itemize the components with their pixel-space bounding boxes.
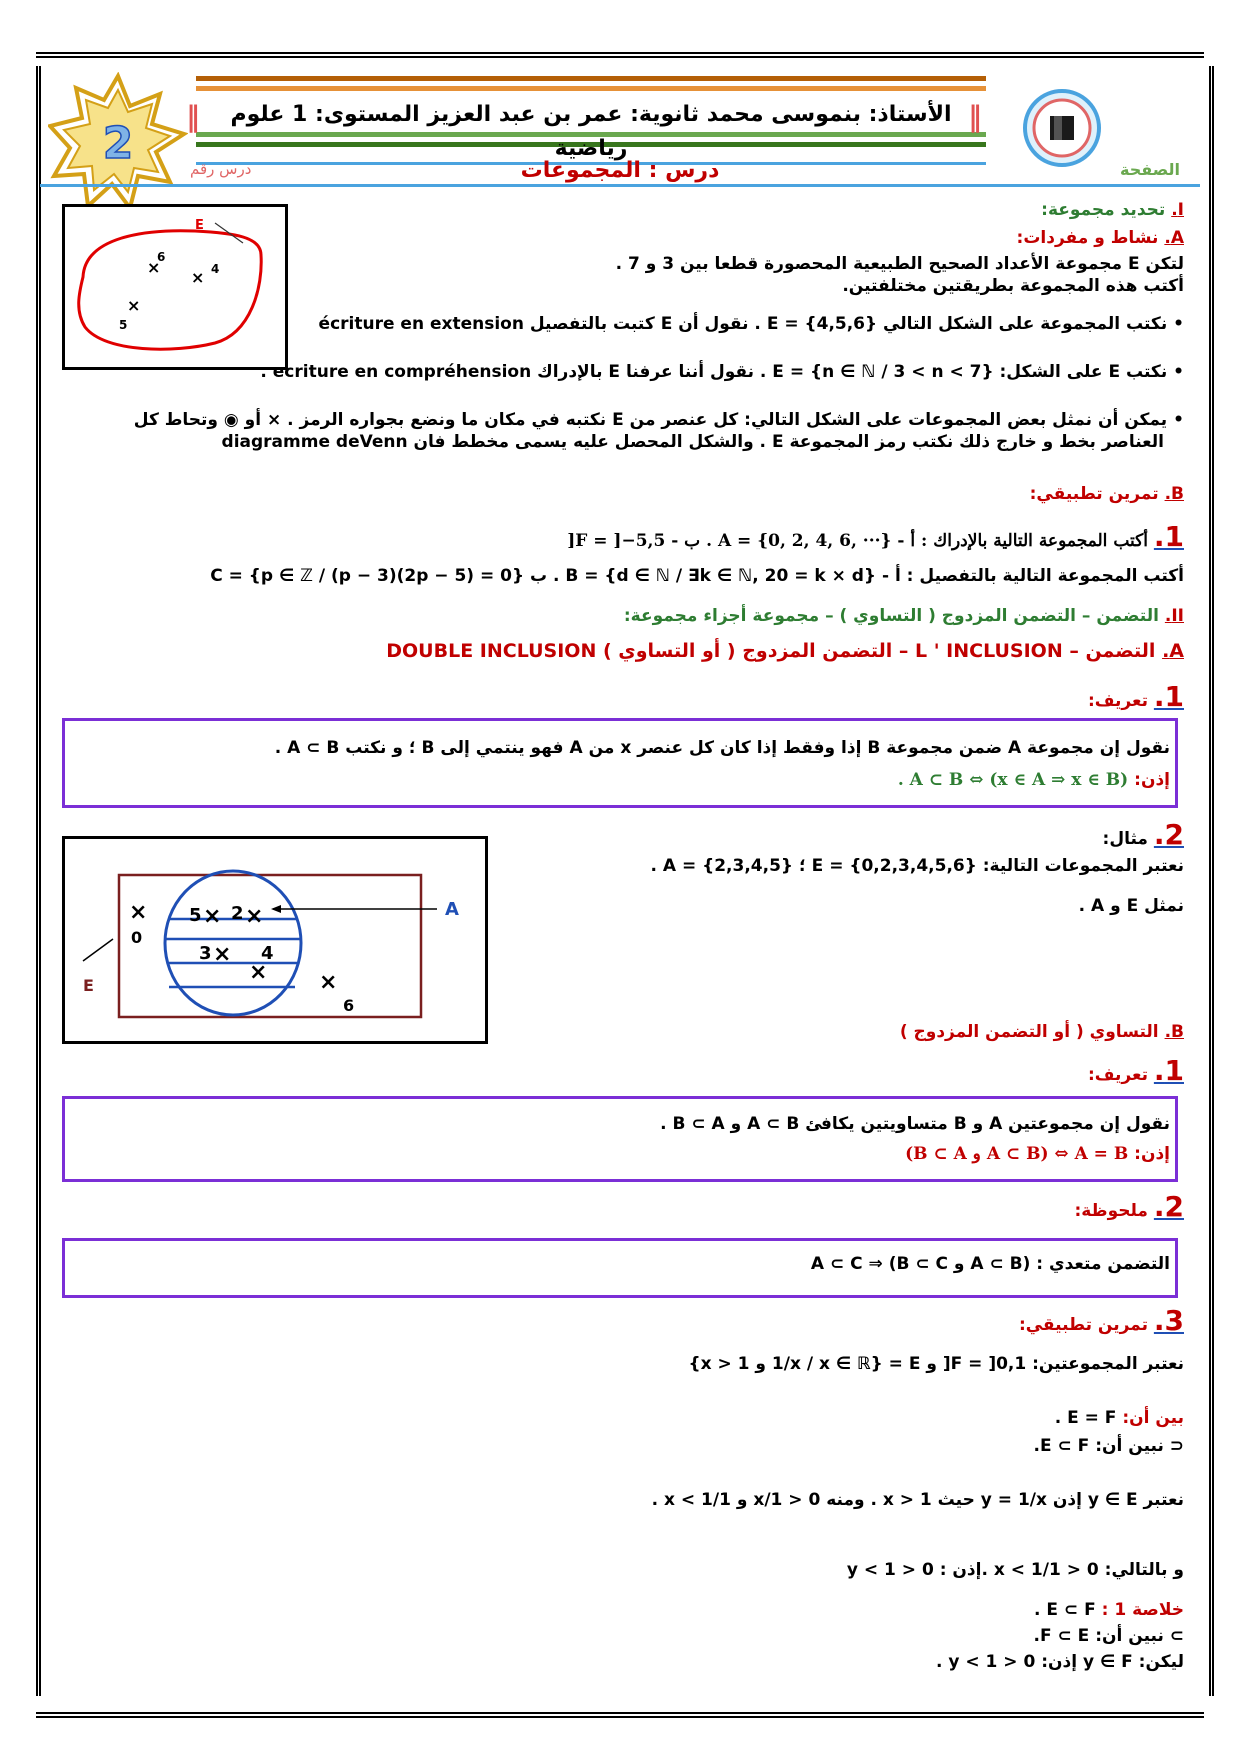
show-line: بين أن: E = F . xyxy=(1054,1408,1184,1428)
venn2-point-0: 0 xyxy=(131,928,143,947)
venn2-label-a: A xyxy=(445,899,459,920)
lesson-title: درس : المجموعات xyxy=(520,158,720,183)
activity-heading: A. نشاط و مفردات: xyxy=(1016,228,1184,248)
header-rule xyxy=(40,184,1200,187)
inclusion-heading: A. التضمن – L ' INCLUSION – التضمن المزدوج ( أو التساوي ) DOUBLE INCLUSION xyxy=(386,640,1184,662)
lesson-badge-star xyxy=(48,72,188,212)
note-heading: 2. ملحوظة: xyxy=(1074,1190,1184,1223)
svg-text:×: × xyxy=(213,942,232,967)
bullet-comprehension: • نكتب E على الشكل: E = {n ∈ ℕ / 3 < n < 7} . نقول أننا عرفنا E بالإدراك écriture en compréhension . xyxy=(260,362,1184,382)
step3: و بالتالي: 0 < 1/x < 1 .إذن : 0 < y < 1 xyxy=(846,1560,1184,1580)
def1-line1: نقول إن مجموعة A ضمن مجموعة B إذا وفقط إذا كان كل عنصر x من A فهو ينتمي إلى B ؛ و نكتب A ⊂ B . xyxy=(274,738,1170,758)
venn1-point-4-mark: × xyxy=(191,268,205,287)
badge-number: 2 xyxy=(102,118,134,169)
section2-heading: II. التضمن – التضمن المزدوج ( التساوي ) – مجموعة أجزاء مجموعة: xyxy=(623,606,1184,626)
exercise1-line1: 1. أكتب المجموعة التالية بالإدراك : أ - A = {0, 2, 4, 6, ···} . ب - F = ]−5,5[ xyxy=(567,520,1184,553)
def2-heading: 1. تعريف: xyxy=(1087,1054,1184,1087)
venn2-label-e: E xyxy=(83,976,94,995)
def1-line2: إذن: A ⊂ B ⇔ (x ∈ A ⇒ x ∈ B) . xyxy=(897,770,1170,790)
step1: ⊂ نبين أن: E ⊂ F. xyxy=(1033,1436,1184,1456)
venn-diagram-2 xyxy=(62,836,488,1044)
note-line1: التضمن متعدي : (A ⊂ B و B ⊂ C) ⇒ A ⊂ C xyxy=(810,1254,1170,1274)
bullet-extension: • نكتب المجموعة على الشكل التالي E = {4,5,6} . نقول أن E كتبت بالتفصيل écriture en extension xyxy=(318,314,1184,334)
lesson-number-label: درس رقم xyxy=(190,160,252,178)
svg-text:×: × xyxy=(319,970,338,995)
venn1-set-label: E xyxy=(195,218,204,233)
def2-line1: نقول إن مجموعتين A و B متساويتين يكافئ A ⊂ B و B ⊂ A . xyxy=(660,1114,1170,1134)
step5: ليكن: y ∈ F إذن: 0 < y < 1 . xyxy=(935,1652,1184,1672)
exercise1-line2: أكتب المجموعة التالية بالتفصيل : أ - B = {d ∈ ℕ / ∃k ∈ ℕ, 20 = k × d} . ب C = {p ∈ ℤ / (p − 3)(2p − 5) = 0} xyxy=(210,566,1184,586)
exercise3-line1: نعتبر المجموعتين: F = ]0,1[ و E = {1/x / x ∈ ℝ و x > 1} xyxy=(688,1354,1184,1374)
venn1-point-6: 6 xyxy=(157,250,166,264)
equality-heading: B. التساوي ( أو التضمن المزدوج ) xyxy=(899,1022,1184,1042)
activity-p2: أكتب هذه المجموعة بطريقتين مختلفتين. xyxy=(842,276,1184,296)
conclusion1: خلاصة 1 : E ⊂ F . xyxy=(1033,1600,1184,1620)
header-pipe-right: ‖ xyxy=(968,100,982,133)
svg-text:×: × xyxy=(245,904,264,929)
venn1-point-5-mark: × xyxy=(127,296,141,315)
svg-text:×: × xyxy=(129,900,148,925)
example-line2: نمثل E و A . xyxy=(1078,896,1184,916)
venn-diagram-1 xyxy=(62,204,288,370)
definition-box-inclusion xyxy=(62,718,1178,808)
step4: ⊃ نبين أن: F ⊂ E. xyxy=(1033,1626,1184,1646)
venn2-point-4: 4 xyxy=(261,943,274,964)
exercise3-heading: 3. تمرين تطبيقي: xyxy=(1018,1304,1184,1337)
example-line1: نعتبر المجموعات التالية: E = {0,2,3,4,5,6} ؛ A = {2,3,4,5} . xyxy=(650,856,1184,876)
venn2-point-2: 2 xyxy=(231,903,244,924)
activity-p1: لتكن E مجموعة الأعداد الصحيح الطبيعية المحصورة قطعا بين 3 و 7 . xyxy=(615,254,1184,274)
definition-box-equality xyxy=(62,1096,1178,1182)
venn2-point-5: 5 xyxy=(189,905,202,926)
venn2-point-6: 6 xyxy=(343,996,355,1015)
venn1-point-6-mark: × xyxy=(147,258,161,277)
bullet-venn-line1: • يمكن أن نمثل بعض المجموعات على الشكل التالي: كل عنصر من E نكتبه في مكان ما ونضع بجواره الرمز . × أو ◉ وتحاط كل xyxy=(133,410,1184,430)
venn1-point-4: 4 xyxy=(211,262,220,276)
venn1-point-5: 5 xyxy=(119,318,128,332)
def2-line2: إذن: A = B ⇔ (A ⊂ B و B ⊂ A) xyxy=(905,1144,1170,1164)
step2: نعتبر y ∈ E إذن y = 1/x حيث x > 1 . ومنه 0 < 1/x و 1/x < 1 . xyxy=(651,1490,1184,1510)
svg-text:×: × xyxy=(203,904,222,929)
venn2-point-3: 3 xyxy=(199,943,212,964)
svg-text:×: × xyxy=(249,960,268,985)
page-label: الصفحة xyxy=(1120,160,1181,179)
exercise-heading: B. تمرين تطبيقي: xyxy=(1029,484,1184,504)
def1-heading: 1. تعريف: xyxy=(1087,680,1184,713)
example-heading: 2. مثال: xyxy=(1102,818,1184,851)
header-pipe-left: ‖ xyxy=(186,100,200,133)
school-seal-icon xyxy=(1022,88,1102,168)
section1-heading: I. تحديد مجموعة: xyxy=(1041,200,1184,220)
bullet-venn-line2: العناصر بخط و خارج ذلك نكتب رمز المجموعة E . والشكل المحصل عليه يسمى مخطط فان diagramme deVenn xyxy=(221,432,1164,452)
teacher-line: الأستاذ: بنموسى محمد ثانوية: عمر بن عبد العزيز المستوى: 1 علوم رياضية xyxy=(230,102,952,161)
